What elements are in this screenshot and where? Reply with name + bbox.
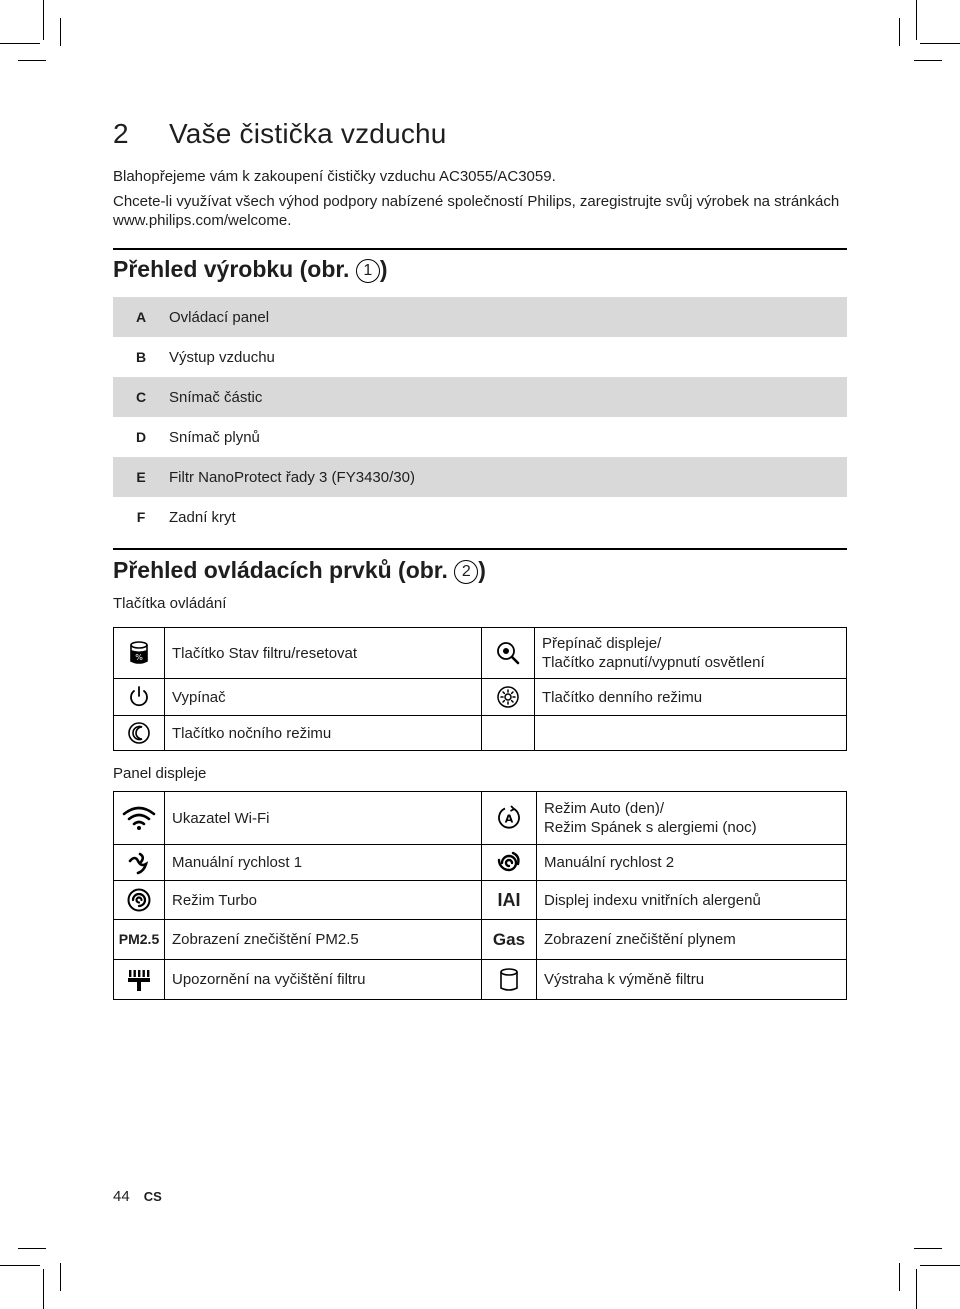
table-row [114,845,847,881]
crop-mark [916,0,917,40]
day-mode-label: Tlačítko denního režimu [535,679,847,716]
chapter-number: 2 [113,118,129,149]
crop-mark [899,1263,900,1291]
list-item: D Snímač plynů [135,428,260,446]
crop-mark [914,1248,942,1249]
table-row [114,960,847,1000]
day-mode-icon [482,679,535,716]
crop-mark [916,1269,917,1309]
speed-1-label: Manuální rychlost 1 [165,845,482,881]
page-number: 44 [113,1188,130,1205]
list-item: C Snímač částic [113,377,847,417]
wifi-label: Ukazatel Wi-Fi [165,792,482,845]
speed-2-icon [482,845,537,881]
gas-label: Zobrazení znečištění plynem [537,920,847,960]
figure-number-circle: 2 [454,560,478,584]
product-overview-heading: Přehled výrobku (obr. 1 ) [113,256,388,282]
iai-label: Displej indexu vnitřních alergenů [537,881,847,920]
list-item: A Ovládací panel [113,297,847,337]
figure-number-circle: 1 [356,259,380,283]
intro-line-1: Blahopřejeme vám k zakoupení čističky vzduchu AC3055/AC3059. [113,168,556,185]
crop-mark [920,1265,960,1266]
power-icon [114,679,165,716]
table-row [114,920,847,960]
filter-status-label: Tlačítko Stav filtru/resetovat [165,628,482,679]
crop-mark [18,60,46,61]
auto-mode-icon [482,792,537,845]
filter-clean-icon [114,960,165,1000]
crop-mark [60,1263,61,1291]
display-switch-icon [482,628,535,679]
filter-clean-label: Upozornění na vyčištění filtru [165,960,482,1000]
list-item: F Zadní kryt [136,508,236,526]
auto-mode-label: Režim Auto (den)/ Režim Spánek s alergiemi (noc) [537,792,847,845]
empty-cell [482,716,535,751]
page-footer [113,1188,162,1205]
iai-icon: IAI [482,881,537,920]
night-mode-icon [114,716,165,751]
crop-mark [899,18,900,46]
power-label: Vypínač [165,679,482,716]
wifi-icon [114,792,165,845]
night-mode-label: Tlačítko nočního režimu [165,716,482,751]
crop-mark [0,43,40,44]
crop-mark [43,0,44,40]
list-item: B Výstup vzduchu [135,348,275,366]
table-row [114,716,847,751]
language-code: CS [143,1189,162,1204]
pm25-icon: PM2.5 [114,920,165,960]
filter-replace-label: Výstraha k výměně filtru [537,960,847,1000]
filter-replace-icon [482,960,537,1000]
svg-text:A: A [504,812,514,826]
display-panel-label: Panel displeje [113,765,207,782]
gas-icon: Gas [482,920,537,960]
table-row [114,628,847,679]
chapter-title-text: Vaše čistička vzduchu [169,118,447,149]
table-row [114,792,847,845]
intro-line-2: Chcete-li využívat všech výhod podpory nabízené společností Philips, zaregistrujte svůj výrobek na stránkách www.philips.com/welcome. [113,193,840,229]
list-item: E Filtr NanoProtect řady 3 (FY3430/30) [113,457,847,497]
empty-cell [535,716,847,751]
control-buttons-table [113,627,847,751]
crop-mark [0,1265,40,1266]
turbo-label: Režim Turbo [165,881,482,920]
controls-overview-heading: Přehled ovládacích prvků (obr. 2 ) [113,557,486,583]
crop-mark [920,43,960,44]
table-row [114,881,847,920]
svg-text:%: % [135,653,143,662]
turbo-icon [114,881,165,920]
crop-mark [43,1269,44,1309]
buttons-label: Tlačítka ovládání [113,595,227,612]
crop-mark [18,1248,46,1249]
crop-mark [60,18,61,46]
display-panel-table [113,791,847,1000]
section-rule [113,248,847,250]
speed-1-icon [114,845,165,881]
table-row [114,679,847,716]
speed-2-label: Manuální rychlost 2 [537,845,847,881]
section-rule [113,548,847,550]
display-switch-label: Přepínač displeje/ Tlačítko zapnutí/vypnutí osvětlení [535,628,847,679]
filter-reset-icon [114,628,165,679]
product-overview-list [113,297,847,537]
chapter-title [113,118,447,150]
pm25-label: Zobrazení znečištění PM2.5 [165,920,482,960]
crop-mark [914,60,942,61]
